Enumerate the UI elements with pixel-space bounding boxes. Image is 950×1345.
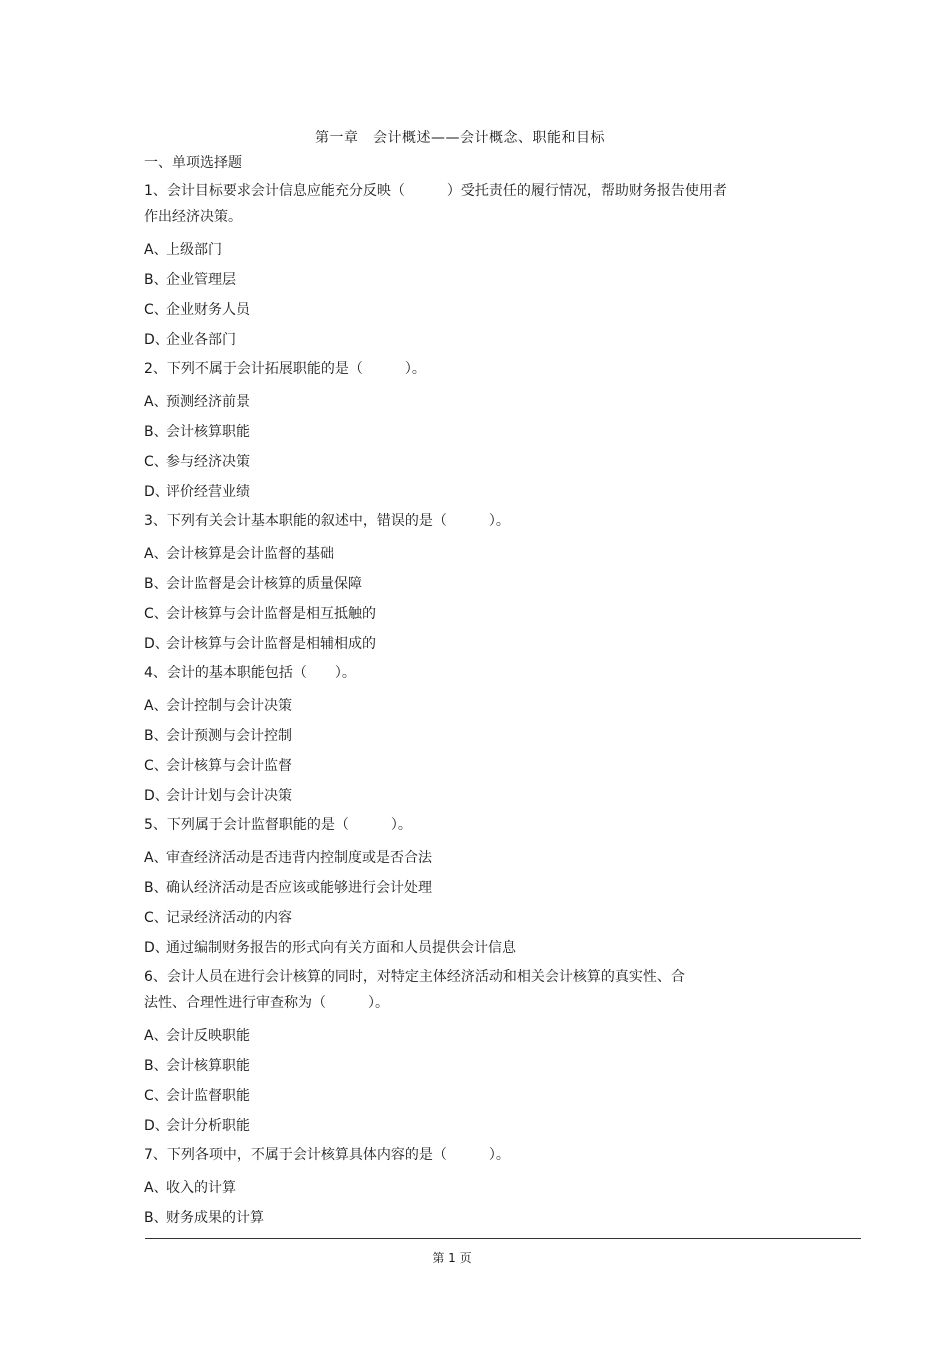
option-letter: D、 (144, 788, 169, 804)
option-letter: D、 (144, 1118, 169, 1134)
option-letter: B、 (144, 272, 168, 288)
option-text: 财务成果的计算 (166, 1210, 264, 1226)
page-number: 第 1 页 (432, 1251, 472, 1265)
option-letter: A、 (144, 1180, 168, 1196)
option-letter: B、 (144, 576, 168, 592)
option-letter: D、 (144, 484, 169, 500)
option-text: 评价经营业绩 (166, 484, 250, 500)
option-text: 收入的计算 (166, 1180, 236, 1196)
question-text: 7、下列各项中，不属于会计核算具体内容的是（ ）。 (144, 1147, 510, 1163)
option-text: 记录经济活动的内容 (166, 910, 292, 926)
section-heading: 一、单项选择题 (144, 155, 242, 171)
answer-option (144, 756, 784, 776)
answer-option (144, 696, 784, 716)
option-text: 会计核算是会计监督的基础 (166, 546, 334, 562)
question-text: 作出经济决策。 (144, 209, 242, 225)
option-text: 会计核算职能 (166, 424, 250, 440)
option-text: 确认经济活动是否应该或能够进行会计处理 (166, 880, 432, 896)
option-letter: A、 (144, 242, 168, 258)
answer-option (144, 634, 784, 654)
option-text: 企业各部门 (166, 332, 236, 348)
option-text: 会计核算职能 (166, 1058, 250, 1074)
option-letter: C、 (144, 606, 168, 622)
answer-option (144, 544, 784, 564)
question-text: 6、会计人员在进行会计核算的同时，对特定主体经济活动和相关会计核算的真实性、合 (144, 969, 685, 985)
option-letter: D、 (144, 940, 169, 956)
answer-option (144, 452, 784, 472)
question-text: 5、下列属于会计监督职能的是（ ）。 (144, 817, 412, 833)
option-text: 会计监督职能 (166, 1088, 250, 1104)
question-list (144, 178, 784, 1228)
option-letter: C、 (144, 302, 168, 318)
option-letter: B、 (144, 728, 168, 744)
option-text: 预测经济前景 (166, 394, 250, 410)
answer-option (144, 482, 784, 502)
answer-option (144, 422, 784, 442)
option-letter: B、 (144, 1058, 168, 1074)
answer-option (144, 330, 784, 350)
answer-option (144, 786, 784, 806)
answer-option (144, 240, 784, 260)
page-title: 第一章 会计概述——会计概念、职能和目标 (315, 130, 605, 146)
answer-option (144, 604, 784, 624)
option-letter: A、 (144, 1028, 168, 1044)
option-letter: C、 (144, 454, 168, 470)
option-letter: B、 (144, 424, 168, 440)
question-item (144, 812, 784, 958)
answer-option (144, 726, 784, 746)
question-item (144, 660, 784, 806)
question-text: 1、会计目标要求会计信息应能充分反映（ ）受托责任的履行情况，帮助财务报告使用者 (144, 183, 727, 199)
option-letter: A、 (144, 394, 168, 410)
option-text: 参与经济决策 (166, 454, 250, 470)
question-item (144, 964, 784, 1136)
option-letter: B、 (144, 1210, 168, 1226)
answer-option (144, 1208, 784, 1228)
option-letter: C、 (144, 758, 168, 774)
answer-option (144, 392, 784, 412)
question-text: 3、下列有关会计基本职能的叙述中，错误的是（ ）。 (144, 513, 510, 529)
question-text: 4、会计的基本职能包括（ ）。 (144, 665, 356, 681)
option-letter: C、 (144, 1088, 168, 1104)
answer-option (144, 1026, 784, 1046)
question-item (144, 356, 784, 502)
option-text: 会计分析职能 (166, 1118, 250, 1134)
question-text: 2、下列不属于会计拓展职能的是（ ）。 (144, 361, 426, 377)
option-text: 上级部门 (166, 242, 222, 258)
option-text: 企业管理层 (166, 272, 236, 288)
footer-divider (145, 1238, 861, 1239)
option-text: 会计控制与会计决策 (166, 698, 292, 714)
option-text: 会计反映职能 (166, 1028, 250, 1044)
option-text: 会计监督是会计核算的质量保障 (166, 576, 362, 592)
answer-option (144, 300, 784, 320)
answer-option (144, 848, 784, 868)
answer-option (144, 878, 784, 898)
option-letter: A、 (144, 546, 168, 562)
option-text: 会计核算与会计监督是相辅相成的 (166, 636, 376, 652)
question-text: 法性、合理性进行审查称为（ ）。 (144, 995, 389, 1011)
option-letter: A、 (144, 698, 168, 714)
answer-option (144, 938, 784, 958)
option-letter: D、 (144, 332, 169, 348)
question-item (144, 508, 784, 654)
option-letter: C、 (144, 910, 168, 926)
question-item (144, 1142, 784, 1228)
answer-option (144, 1116, 784, 1136)
option-text: 通过编制财务报告的形式向有关方面和人员提供会计信息 (166, 940, 516, 956)
option-letter: B、 (144, 880, 168, 896)
question-item (144, 178, 784, 350)
option-letter: A、 (144, 850, 168, 866)
answer-option (144, 270, 784, 290)
option-text: 会计核算与会计监督是相互抵触的 (166, 606, 376, 622)
option-letter: D、 (144, 636, 169, 652)
answer-option (144, 1056, 784, 1076)
answer-option (144, 1086, 784, 1106)
answer-option (144, 1178, 784, 1198)
option-text: 会计预测与会计控制 (166, 728, 292, 744)
option-text: 企业财务人员 (166, 302, 250, 318)
option-text: 审查经济活动是否违背内控制度或是否合法 (166, 850, 432, 866)
option-text: 会计核算与会计监督 (166, 758, 292, 774)
answer-option (144, 574, 784, 594)
answer-option (144, 908, 784, 928)
option-text: 会计计划与会计决策 (166, 788, 292, 804)
